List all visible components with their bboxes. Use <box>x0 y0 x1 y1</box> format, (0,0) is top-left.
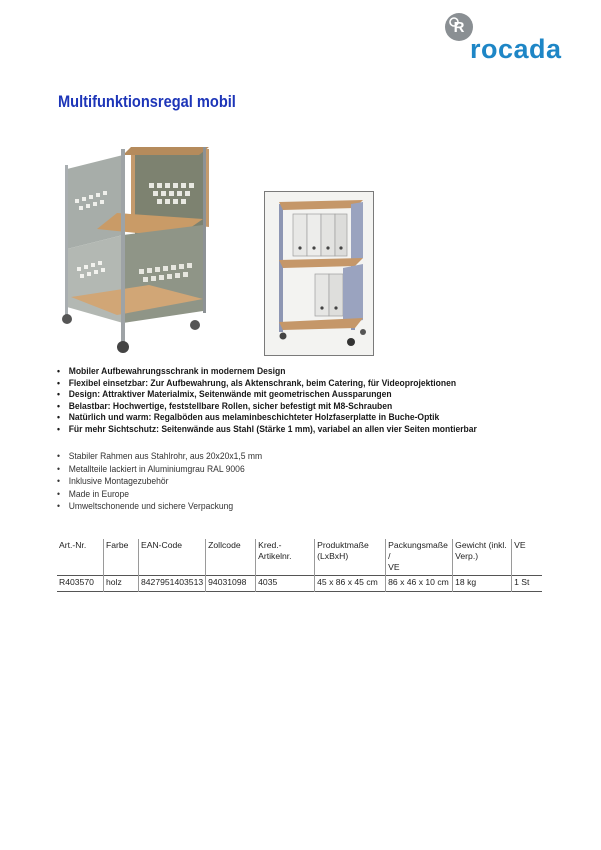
col-zollcode: Zollcode <box>206 539 256 576</box>
cell-zollcode: 94031098 <box>206 576 256 592</box>
cell-packungsmasse: 86 x 46 x 10 cm <box>386 576 453 592</box>
feature-item: • Belastbar: Hochwertige, feststellbare Rollen, sicher befestigt mit M8-Schrauben <box>57 401 525 413</box>
cell-gewicht: 18 kg <box>453 576 512 592</box>
col-farbe: Farbe <box>104 539 139 576</box>
product-photo-with-binders <box>264 191 374 356</box>
col-gewicht <box>453 539 512 576</box>
detail-item: • Made in Europe <box>57 489 525 502</box>
cell-art-nr: R403570 <box>59 577 94 587</box>
col-produktmasse <box>315 539 386 576</box>
detail-item: • Inklusive Montagezubehör <box>57 476 525 489</box>
col-ean-code: EAN-Code <box>139 539 206 576</box>
feature-item: • Design: Attraktiver Materialmix, Seitenwände mit geometrischen Aussparungen <box>57 389 525 401</box>
col-ve: VE <box>512 539 543 576</box>
col-packungsmasse-line1: Packungsmaße / <box>388 540 448 561</box>
detail-list <box>57 451 577 514</box>
col-produktmasse-line1: Produktmaße <box>317 540 369 550</box>
col-packungsmasse-line2: VE <box>388 562 400 572</box>
feature-list <box>57 366 577 436</box>
detail-item: • Umweltschonende und sichere Verpackung <box>57 501 525 514</box>
feature-item: • Mobiler Aufbewahrungsschrank in modernem Design <box>57 366 525 378</box>
cell-produktmasse: 45 x 86 x 45 cm <box>315 576 386 592</box>
svg-text:R: R <box>453 19 465 36</box>
feature-item: • Für mehr Sichtschutz: Seitenwände aus Stahl (Stärke 1 mm), variabel an allen vier Seiten montierbar <box>57 424 525 436</box>
col-kred-artikelnr: Kred.-Artikelnr. <box>256 539 315 576</box>
product-photo-main <box>57 139 217 357</box>
feature-item: • Flexibel einsetzbar: Zur Aufbewahrung, als Aktenschrank, beim Catering, für Videoprojektionen <box>57 378 525 390</box>
col-gewicht-line1: Gewicht (inkl. <box>455 540 507 550</box>
table-header-row <box>57 539 542 576</box>
col-gewicht-line2: Verp.) <box>455 551 479 561</box>
detail-item: • Metallteile lackiert in Aluminiumgrau RAL 9006 <box>57 464 525 477</box>
col-packungsmasse <box>386 539 453 576</box>
cell-farbe: holz <box>104 576 139 592</box>
feature-item: • Natürlich und warm: Regalböden aus melaminbeschichteter Holzfaserplatte in Buche-Optik <box>57 412 525 424</box>
cell-ve: 1 St <box>512 576 543 592</box>
detail-item: • Stabiler Rahmen aus Stahlrohr, aus 20x20x1,5 mm <box>57 451 525 464</box>
table-row <box>57 576 542 592</box>
page-title: Multifunktionsregal mobil <box>58 92 236 111</box>
cell-ean-code: 8427951403513 <box>139 576 206 592</box>
col-art-nr: Art.-Nr. <box>59 540 87 550</box>
col-produktmasse-line2: (LxBxH) <box>317 551 349 561</box>
brand-name: rocada <box>470 34 562 64</box>
brand-logo <box>444 12 579 62</box>
cell-kred-artikelnr: 4035 <box>256 576 315 592</box>
spec-table <box>57 539 542 592</box>
